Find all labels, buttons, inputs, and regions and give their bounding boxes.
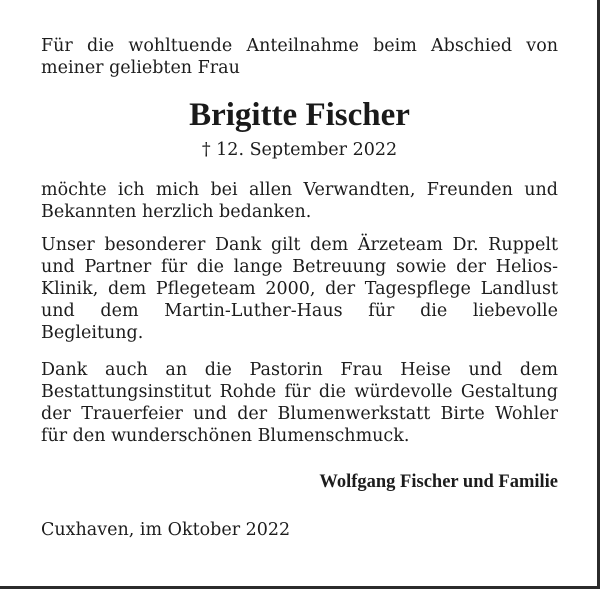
intro-text: Für die wohltuende Anteilnahme beim Abschied von meiner geliebten Frau bbox=[41, 36, 558, 78]
signature: Wolfgang Fischer und Familie bbox=[319, 472, 558, 492]
funeral-thanks-paragraph: Dank auch an die Pastorin Frau Heise und dem Bestattungsinstitut Rohde für die würdevolle Gestaltung der Trauerfeier und der Blumenwerkstatt Birte Wohler für den wunderschönen Blumenschmuck. bbox=[41, 360, 558, 446]
death-date: † 12. September 2022 bbox=[201, 140, 398, 160]
notice-content bbox=[41, 35, 558, 541]
place-date: Cuxhaven, im Oktober 2022 bbox=[41, 520, 291, 540]
medical-thanks-paragraph: Unser besonderer Dank gilt dem Ärzeteam Dr. Ruppelt und Partner für die lange Betreuung sowie der Helios-Klinik, dem Pflegeteam 2000, der Tagespflege Landlust und dem Martin-Luther-Haus für die liebevolle Begleitung. bbox=[41, 235, 558, 343]
thanks-paragraph: möchte ich mich bei allen Verwandten, Freunden und Bekannten herzlich bedanken. bbox=[41, 180, 558, 222]
deceased-name: Brigitte Fischer bbox=[189, 97, 410, 133]
